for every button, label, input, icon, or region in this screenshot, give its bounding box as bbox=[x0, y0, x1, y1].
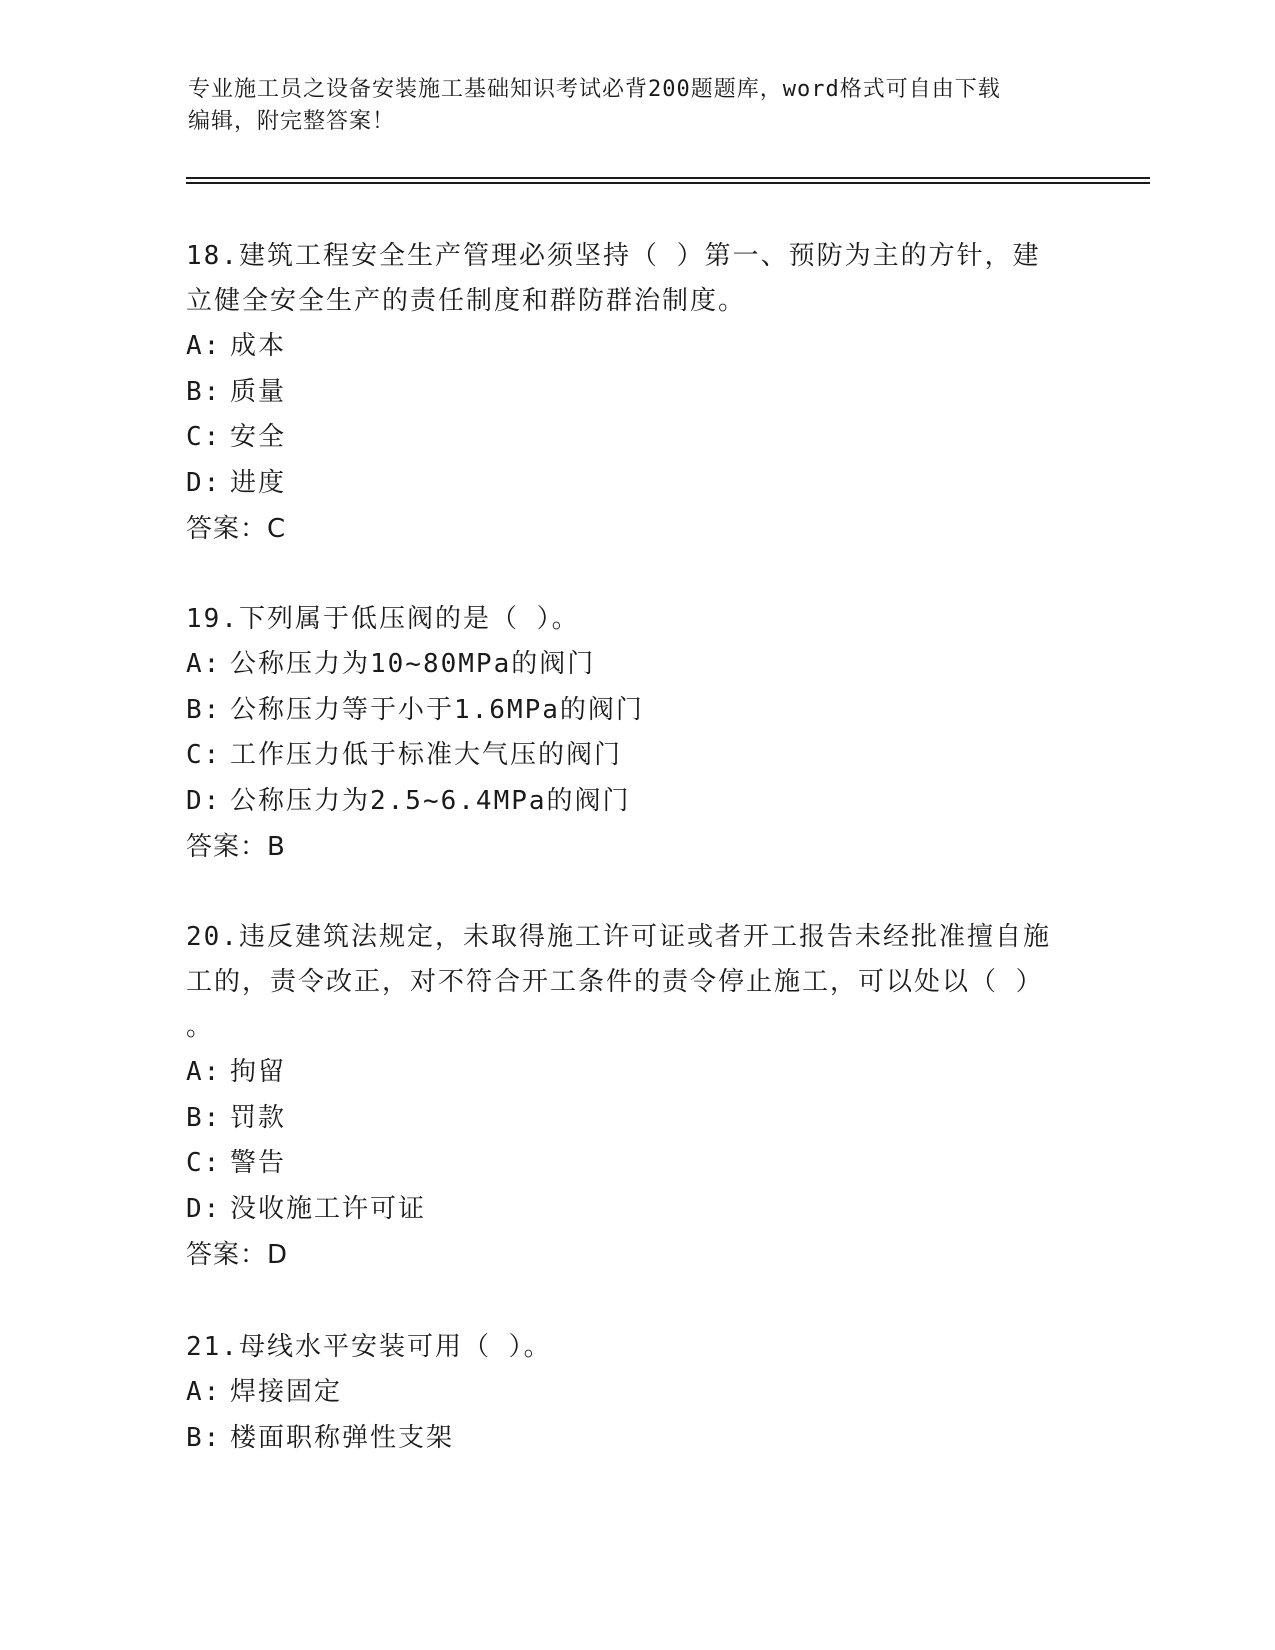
question-stem-line: 立健全安全生产的责任制度和群防群治制度。 bbox=[186, 286, 747, 316]
option-text: 焊接固定 bbox=[230, 1377, 343, 1407]
option-text: 质量 bbox=[230, 376, 287, 407]
option-text: 警告 bbox=[230, 1148, 287, 1178]
option-c bbox=[186, 1141, 1086, 1187]
option-key: C: bbox=[186, 422, 222, 452]
option-d bbox=[186, 1187, 1086, 1233]
option-text: 进度 bbox=[230, 467, 287, 498]
option-key: A: bbox=[186, 1057, 222, 1087]
option-b bbox=[186, 1416, 1086, 1462]
document-header bbox=[188, 74, 1088, 138]
option-key: D: bbox=[186, 785, 222, 816]
question-stem-line: 21.母线水平安装可用（ ）。 bbox=[186, 1332, 552, 1362]
option-key: D: bbox=[186, 1193, 222, 1224]
question-18 bbox=[186, 234, 1086, 552]
option-key: D: bbox=[186, 467, 222, 498]
option-text: 公称压力为10~80MPa的阀门 bbox=[230, 649, 596, 679]
option-text: 楼面职称弹性支架 bbox=[230, 1422, 455, 1453]
option-b bbox=[186, 370, 1086, 416]
option-text: 没收施工许可证 bbox=[230, 1193, 427, 1224]
option-key: A: bbox=[186, 649, 222, 679]
header-line-1: 专业施工员之设备安装施工基础知识考试必背200题题库，word格式可自由下载 bbox=[188, 77, 1001, 102]
option-d bbox=[186, 779, 1086, 825]
header-divider-top bbox=[186, 177, 1150, 179]
option-text: 成本 bbox=[230, 331, 287, 361]
question-21 bbox=[186, 1325, 1086, 1461]
option-text: 安全 bbox=[230, 422, 287, 452]
option-key: B: bbox=[186, 376, 222, 407]
option-key: A: bbox=[186, 331, 222, 361]
option-text: 公称压力为2.5~6.4MPa的阀门 bbox=[230, 785, 631, 816]
header-divider-bottom bbox=[186, 182, 1150, 184]
option-text: 拘留 bbox=[230, 1057, 287, 1087]
answer-line: 答案：B bbox=[186, 832, 286, 862]
question-stem-line: 工的，责令改正，对不符合开工条件的责令停止施工，可以处以（ ） bbox=[186, 967, 1044, 997]
option-key: B: bbox=[186, 1422, 222, 1453]
option-text: 罚款 bbox=[230, 1102, 287, 1133]
option-text: 工作压力低于标准大气压的阀门 bbox=[230, 740, 623, 770]
answer-line: 答案：D bbox=[186, 1240, 289, 1270]
option-key: B: bbox=[186, 694, 222, 725]
question-20 bbox=[186, 915, 1086, 1278]
question-stem-line: 18.建筑工程安全生产管理必须坚持（ ）第一、预防为主的方针，建 bbox=[186, 241, 1041, 271]
question-19 bbox=[186, 597, 1086, 870]
option-a bbox=[186, 642, 1086, 688]
option-a bbox=[186, 1370, 1086, 1416]
answer-line: 答案：C bbox=[186, 514, 287, 544]
option-b bbox=[186, 1096, 1086, 1142]
question-stem-line: 20.违反建筑法规定，未取得施工许可证或者开工报告未经批准擅自施 bbox=[186, 922, 1051, 952]
option-key: A: bbox=[186, 1377, 222, 1407]
option-text: 公称压力等于小于1.6MPa的阀门 bbox=[230, 694, 644, 725]
option-key: C: bbox=[186, 740, 222, 770]
question-stem-line: 19.下列属于低压阀的是（ ）。 bbox=[186, 604, 580, 634]
question-stem-line: 。 bbox=[186, 1012, 215, 1042]
option-key: B: bbox=[186, 1102, 222, 1133]
option-key: C: bbox=[186, 1148, 222, 1178]
option-b bbox=[186, 688, 1086, 734]
option-c bbox=[186, 733, 1086, 779]
option-d bbox=[186, 461, 1086, 507]
option-a bbox=[186, 324, 1086, 370]
header-line-2: 编辑，附完整答案！ bbox=[188, 109, 396, 134]
option-c bbox=[186, 415, 1086, 461]
option-a bbox=[186, 1050, 1086, 1096]
